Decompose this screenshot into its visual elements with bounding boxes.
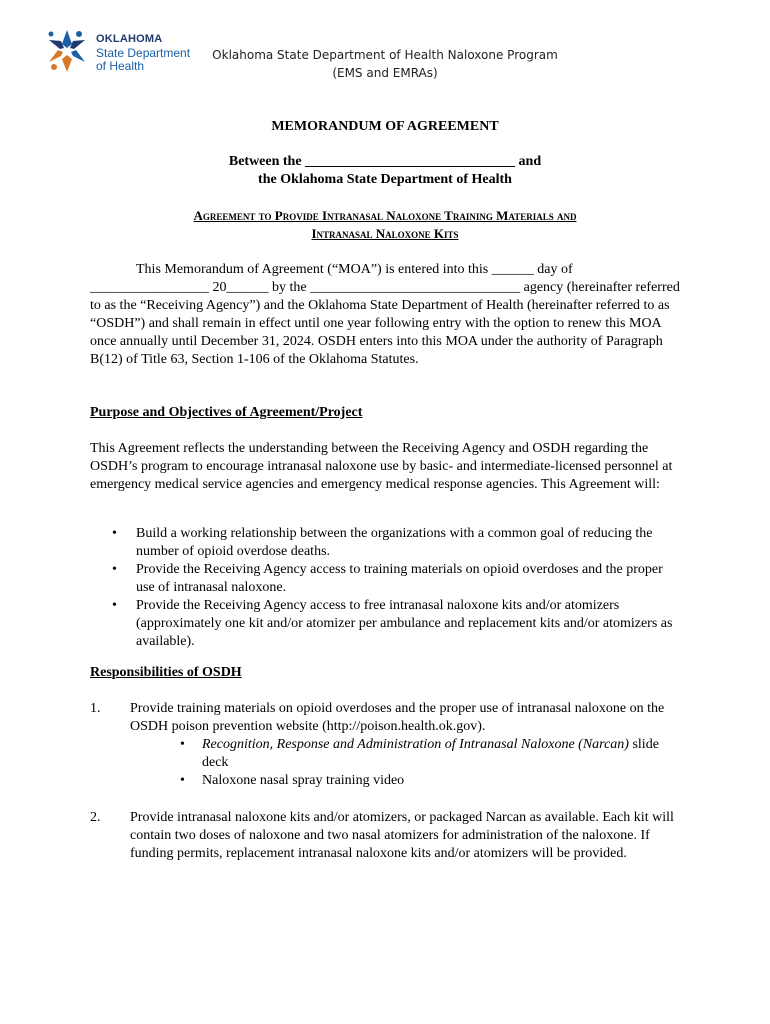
item-number: 1.	[90, 701, 101, 716]
program-subtitle: (EMS and EMRAs)	[332, 66, 438, 80]
list-item: • Provide the Receiving Agency access to free intranasal naloxone kits and/or atomizers (approximately one kit and/or atomizer per ambulance and replacement kits and/or atomizers as available).	[90, 597, 680, 651]
item-number: 2.	[90, 810, 101, 825]
list-item: • Provide the Receiving Agency access to training materials on opioid overdoses and the proper use of intranasal naloxone.	[90, 561, 680, 597]
program-title: Oklahoma State Department of Health Naloxone Program	[212, 48, 558, 62]
sub-bullet-list	[130, 736, 680, 790]
logo-line-oklahoma: OKLAHOMA	[96, 33, 163, 45]
list-item: • Build a working relationship between the organizations with a common goal of reducing the number of opioid overdose deaths.	[90, 525, 680, 561]
between-line-2: the Oklahoma State Department of Health	[258, 172, 512, 187]
purpose-heading: Purpose and Objectives of Agreement/Project	[90, 405, 363, 420]
osdh-logo	[44, 28, 214, 74]
item-text: Provide training materials on opioid overdoses and the proper use of intranasal naloxone on the OSDH poison prevention website (http://poison.health.ok.gov).	[130, 701, 665, 734]
agreement-title-line-2: Intranasal Naloxone Kits	[311, 226, 459, 241]
purpose-paragraph: This Agreement reflects the understanding between the Receiving Agency and OSDH regarding the OSDH’s program to encourage intranasal naloxone use by basic- and intermediate-licensed personnel at emergency medical service agencies and emergency medical response agencies. This Agreement will:	[90, 441, 673, 492]
logo-line-of-health: of Health	[96, 59, 145, 73]
between-line-1: Between the ______________________________ and	[228, 154, 542, 169]
moa-title: MEMORANDUM OF AGREEMENT	[271, 119, 499, 134]
logo-line-state-department: State Department	[96, 46, 191, 60]
slide-deck-title: Recognition, Response and Administration of Intranasal Naloxone (Narcan)	[202, 737, 629, 752]
osdh-star-icon	[44, 28, 90, 74]
item-text: Provide intranasal naloxone kits and/or atomizers, or packaged Narcan as available. Each kit will contain two doses of naloxone and two nasal atomizers for administration of the naloxone. If funding permits, replacement intranasal naloxone kits and/or atomizers will be provided.	[130, 810, 674, 861]
slide-deck-suffix: slide deck	[202, 737, 659, 770]
responsibility-item-2	[90, 809, 680, 863]
responsibility-item-1	[90, 700, 680, 790]
purpose-bullet-list	[90, 525, 680, 651]
list-item	[130, 736, 680, 772]
responsibilities-heading: Responsibilities of OSDH	[90, 665, 242, 680]
agreement-title-line-1: Agreement to Provide Intranasal Naloxone Training Materials and	[193, 208, 577, 223]
intro-paragraph: This Memorandum of Agreement (“MOA”) is entered into this ______ day of _________________ 20______ by the ______________________________ agency (hereinafter referred to as the “Receiving Agency”) and the Oklahoma State Department of Health (hereinafter referred to as “OSDH”) and shall remain in effect until one year following entry with the option to renew this MOA once annually until December 31, 2024. OSDH enters into this MOA under the authority of Paragraph B(12) of Title 63, Section 1-106 of the Oklahoma Statutes.	[90, 262, 680, 367]
list-item: • Naloxone nasal spray training video	[130, 772, 680, 790]
